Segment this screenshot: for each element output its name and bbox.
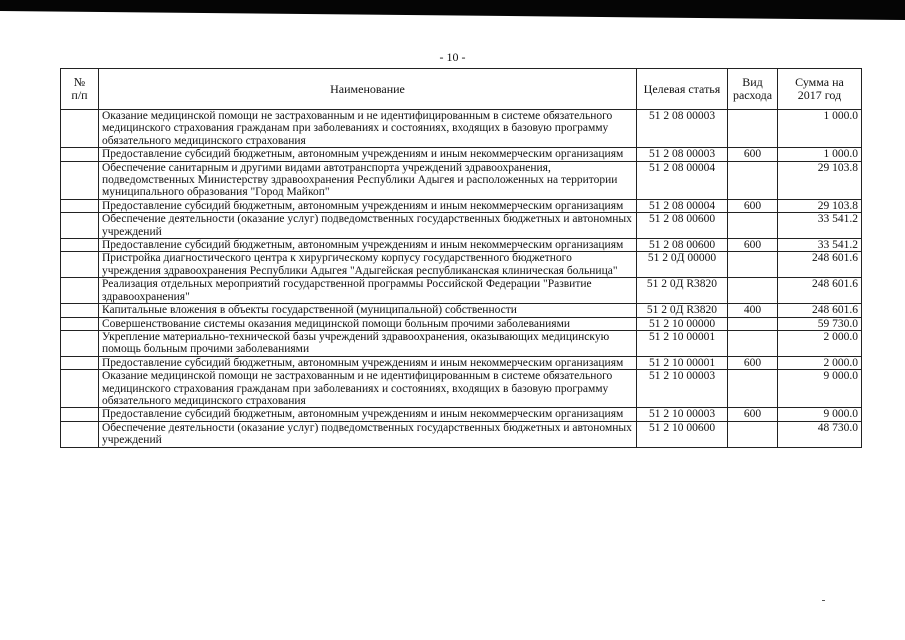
row-target-code-cell: 51 2 08 00600 xyxy=(637,213,728,239)
row-target-code-cell: 51 2 10 00001 xyxy=(637,356,728,369)
row-target-code-cell: 51 2 08 00600 xyxy=(637,239,728,252)
row-expense-type-cell: 400 xyxy=(728,304,778,317)
row-target-code-cell: 51 2 10 00000 xyxy=(637,317,728,330)
row-amount-cell: 2 000.0 xyxy=(778,330,862,356)
row-name-cell: Предоставление субсидий бюджетным, автономным учреждениям и иным некоммерческим организациям xyxy=(99,408,637,421)
table-row xyxy=(61,252,862,278)
row-expense-type-cell xyxy=(728,330,778,356)
row-amount-cell: 248 601.6 xyxy=(778,278,862,304)
row-expense-type-cell xyxy=(728,213,778,239)
row-amount-cell: 1 000.0 xyxy=(778,148,862,161)
row-name-cell: Укрепление материально-технической базы учреждений здравоохранения, оказывающих медицинскую помощь больным прочими заболеваниями xyxy=(99,330,637,356)
header-expense-type: Вид расхода xyxy=(728,69,778,110)
row-name-cell: Оказание медицинской помощи не застрахованным и не идентифицированным в системе обязательного медицинского страхования гражданам при заболеваниях и состояниях, входящих в базовую программу обязательного медицинского страхования xyxy=(99,110,637,148)
table-row xyxy=(61,421,862,447)
scan-edge-shadow xyxy=(0,0,905,20)
table-row xyxy=(61,148,862,161)
row-expense-type-cell: 600 xyxy=(728,199,778,212)
table-row xyxy=(61,110,862,148)
row-number-cell xyxy=(61,408,99,421)
row-target-code-cell: 51 2 10 00003 xyxy=(637,408,728,421)
row-target-code-cell: 51 2 08 00003 xyxy=(637,110,728,148)
row-expense-type-cell: 600 xyxy=(728,408,778,421)
row-target-code-cell: 51 2 0Д 00000 xyxy=(637,252,728,278)
row-expense-type-cell xyxy=(728,278,778,304)
row-number-cell xyxy=(61,199,99,212)
table-header-row xyxy=(61,69,862,110)
row-amount-cell: 48 730.0 xyxy=(778,421,862,447)
row-target-code-cell: 51 2 08 00004 xyxy=(637,161,728,199)
table-row xyxy=(61,213,862,239)
row-amount-cell: 2 000.0 xyxy=(778,356,862,369)
row-name-cell: Обеспечение санитарным и другими видами автотранспорта учреждений здравоохранения, подведомственных Министерству здравоохранения Республики Адыгея и расположенных на территории муниципального образования "Город Майкоп" xyxy=(99,161,637,199)
table-row xyxy=(61,199,862,212)
row-expense-type-cell: 600 xyxy=(728,239,778,252)
row-name-cell: Предоставление субсидий бюджетным, автономным учреждениям и иным некоммерческим организациям xyxy=(99,148,637,161)
row-number-cell xyxy=(61,110,99,148)
row-expense-type-cell xyxy=(728,370,778,408)
row-name-cell: Обеспечение деятельности (оказание услуг) подведомственных государственных бюджетных и автономных учреждений xyxy=(99,421,637,447)
row-name-cell: Совершенствование системы оказания медицинской помощи больным прочими заболеваниями xyxy=(99,317,637,330)
row-amount-cell: 33 541.2 xyxy=(778,239,862,252)
table-row xyxy=(61,304,862,317)
row-name-cell: Обеспечение деятельности (оказание услуг) подведомственных государственных бюджетных и автономных учреждений xyxy=(99,213,637,239)
row-name-cell: Оказание медицинской помощи не застрахованным и не идентифицированным в системе обязательного медицинского страхования гражданам при заболеваниях и состояниях, входящих в базовую программу обязательного медицинского страхования xyxy=(99,370,637,408)
row-number-cell xyxy=(61,317,99,330)
table-row xyxy=(61,408,862,421)
budget-table xyxy=(60,68,862,448)
row-number-cell xyxy=(61,421,99,447)
row-name-cell: Капитальные вложения в объекты государственной (муниципальной) собственности xyxy=(99,304,637,317)
header-target-code: Целевая статья xyxy=(637,69,728,110)
row-amount-cell: 248 601.6 xyxy=(778,304,862,317)
table-row xyxy=(61,161,862,199)
row-number-cell xyxy=(61,252,99,278)
table-row xyxy=(61,278,862,304)
row-expense-type-cell xyxy=(728,252,778,278)
row-target-code-cell: 51 2 10 00003 xyxy=(637,370,728,408)
row-amount-cell: 9 000.0 xyxy=(778,370,862,408)
header-number: № п/п xyxy=(61,69,99,110)
table-row xyxy=(61,370,862,408)
row-expense-type-cell: 600 xyxy=(728,356,778,369)
row-number-cell xyxy=(61,161,99,199)
row-number-cell xyxy=(61,239,99,252)
row-amount-cell: 9 000.0 xyxy=(778,408,862,421)
row-amount-cell: 248 601.6 xyxy=(778,252,862,278)
row-expense-type-cell xyxy=(728,317,778,330)
table-row xyxy=(61,330,862,356)
header-amount: Сумма на 2017 год xyxy=(778,69,862,110)
row-amount-cell: 29 103.8 xyxy=(778,161,862,199)
row-target-code-cell: 51 2 10 00001 xyxy=(637,330,728,356)
row-target-code-cell: 51 2 08 00004 xyxy=(637,199,728,212)
row-target-code-cell: 51 2 08 00003 xyxy=(637,148,728,161)
table-row xyxy=(61,317,862,330)
scan-speck xyxy=(822,600,825,601)
table-row xyxy=(61,356,862,369)
page-number: - 10 - xyxy=(439,50,466,64)
row-expense-type-cell xyxy=(728,110,778,148)
row-number-cell xyxy=(61,213,99,239)
row-number-cell xyxy=(61,304,99,317)
row-expense-type-cell xyxy=(728,421,778,447)
row-expense-type-cell xyxy=(728,161,778,199)
row-name-cell: Пристройка диагностического центра к хирургическому корпусу государственного бюджетного учреждения здравоохранения Республики Адыгея "Адыгейская республиканская клиническая больница" xyxy=(99,252,637,278)
row-target-code-cell: 51 2 0Д R3820 xyxy=(637,304,728,317)
row-target-code-cell: 51 2 10 00600 xyxy=(637,421,728,447)
row-number-cell xyxy=(61,330,99,356)
row-amount-cell: 29 103.8 xyxy=(778,199,862,212)
row-name-cell: Предоставление субсидий бюджетным, автономным учреждениям и иным некоммерческим организациям xyxy=(99,356,637,369)
row-name-cell: Реализация отдельных мероприятий государственной программы Российской Федерации "Развитие здравоохранения" xyxy=(99,278,637,304)
row-number-cell xyxy=(61,356,99,369)
row-name-cell: Предоставление субсидий бюджетным, автономным учреждениям и иным некоммерческим организациям xyxy=(99,239,637,252)
table-row xyxy=(61,239,862,252)
header-name: Наименование xyxy=(99,69,637,110)
row-amount-cell: 1 000.0 xyxy=(778,110,862,148)
row-number-cell xyxy=(61,278,99,304)
row-expense-type-cell: 600 xyxy=(728,148,778,161)
row-amount-cell: 33 541.2 xyxy=(778,213,862,239)
row-name-cell: Предоставление субсидий бюджетным, автономным учреждениям и иным некоммерческим организациям xyxy=(99,199,637,212)
row-number-cell xyxy=(61,370,99,408)
row-number-cell xyxy=(61,148,99,161)
row-amount-cell: 59 730.0 xyxy=(778,317,862,330)
row-target-code-cell: 51 2 0Д R3820 xyxy=(637,278,728,304)
